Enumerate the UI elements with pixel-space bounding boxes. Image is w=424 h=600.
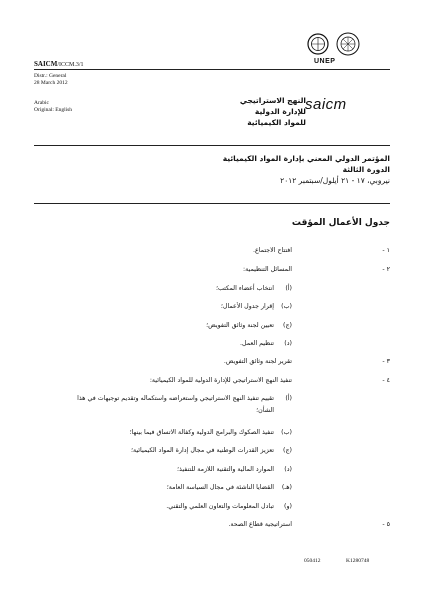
footer-job-number: 050412 <box>304 558 321 564</box>
document-symbol: SAICM/ICCM.3/1 <box>34 60 84 68</box>
conference-name: المؤتمر الدولي المعني بإدارة المواد الكيميائية <box>222 154 390 163</box>
agenda-rule <box>34 203 390 204</box>
agenda-subnum: (د) <box>284 466 292 473</box>
original-language: Original: English <box>34 107 73 113</box>
agenda-subitem: تعيين لجنة وثائق التفويض؛ <box>206 322 274 329</box>
agenda-title: جدول الأعمال المؤقت <box>291 218 390 228</box>
venue: نيروبي، ١٧ - ٢١ أيلول/سبتمبر ٢٠١٢ <box>280 176 390 185</box>
agenda-subnum: (أ) <box>285 285 292 292</box>
agenda-num: ١ - <box>382 247 390 254</box>
title-rule <box>34 145 390 146</box>
agenda-subitem: القضايا الناشئة في مجال السياسة العامة؛ <box>166 484 274 491</box>
agenda-item: المسائل التنظيمية: <box>243 266 292 273</box>
saicm-logo: saicm <box>305 96 347 113</box>
language: Arabic <box>34 100 49 106</box>
agenda-subnum: (أ) <box>285 395 292 402</box>
language-info <box>34 100 72 114</box>
agenda-subitem: تنظيم العمل. <box>239 340 274 347</box>
agenda-subnum: (و) <box>284 503 292 510</box>
distribution: Distr.: General <box>34 73 67 79</box>
footer-barcode-number: K1280748 <box>346 558 370 564</box>
agenda-subitem: تعزيز القدرات الوطنية في مجال إدارة المواد الكيميائية؛ <box>131 447 274 454</box>
agenda-num: ٥ - <box>382 521 390 528</box>
session: الدورة الثالثة <box>342 165 390 174</box>
conference-block <box>223 153 390 186</box>
agenda-subitem: الموارد المالية والتقنية اللازمة للتنفيذ؛ <box>177 466 274 473</box>
agenda-subitem: تبادل المعلومات والتعاون العلمي والتقني. <box>166 503 274 510</box>
agenda-item: افتتاح الاجتماع. <box>253 247 292 254</box>
agenda-item: تنفيذ النهج الاستراتيجي للإدارة الدولية للمواد الكيميائية: <box>149 377 292 384</box>
agenda-item: استراتيجية قطاع الصحة. <box>228 521 292 528</box>
program-name: النهج الاستراتيجي للإدارة الدولية للمواد الكيميائية <box>239 96 306 127</box>
agenda-subitem: تقييم تنفيذ النهج الاستراتيجي واستعراضه واستكماله وتقديم توجيهات في هذا <box>77 395 274 402</box>
agenda-subitem: تنفيذ الصكوك والبرامج الدولية وكفالة الاتساق فيما بينها؛ <box>129 429 274 436</box>
agenda-subnum: (د) <box>284 340 292 347</box>
agenda-item: تقرير لجنة وثائق التفويض. <box>223 358 292 365</box>
agenda-subitem: انتخاب أعضاء المكتب؛ <box>215 285 274 292</box>
date: 28 March 2012 <box>34 80 68 86</box>
agenda-subitem: إقرار جدول الأعمال؛ <box>220 303 274 310</box>
agenda-num: ٢ - <box>382 266 390 273</box>
distribution-info <box>34 73 68 87</box>
agenda-subnum: (ب) <box>281 303 292 310</box>
un-emblem-icon <box>306 32 362 58</box>
agenda-subnum: (هـ) <box>281 484 292 491</box>
agenda-num: ٣ - <box>382 358 390 365</box>
header-rule <box>34 69 390 70</box>
unep-label: UNEP <box>314 58 336 65</box>
agenda-subnum: (ج) <box>283 322 292 329</box>
agenda-subnum: (ج) <box>283 447 292 454</box>
agenda-subnum: (ب) <box>281 429 292 436</box>
agenda-subitem-continued: الشأن؛ <box>256 407 274 414</box>
agenda-num: ٤ - <box>382 377 390 384</box>
